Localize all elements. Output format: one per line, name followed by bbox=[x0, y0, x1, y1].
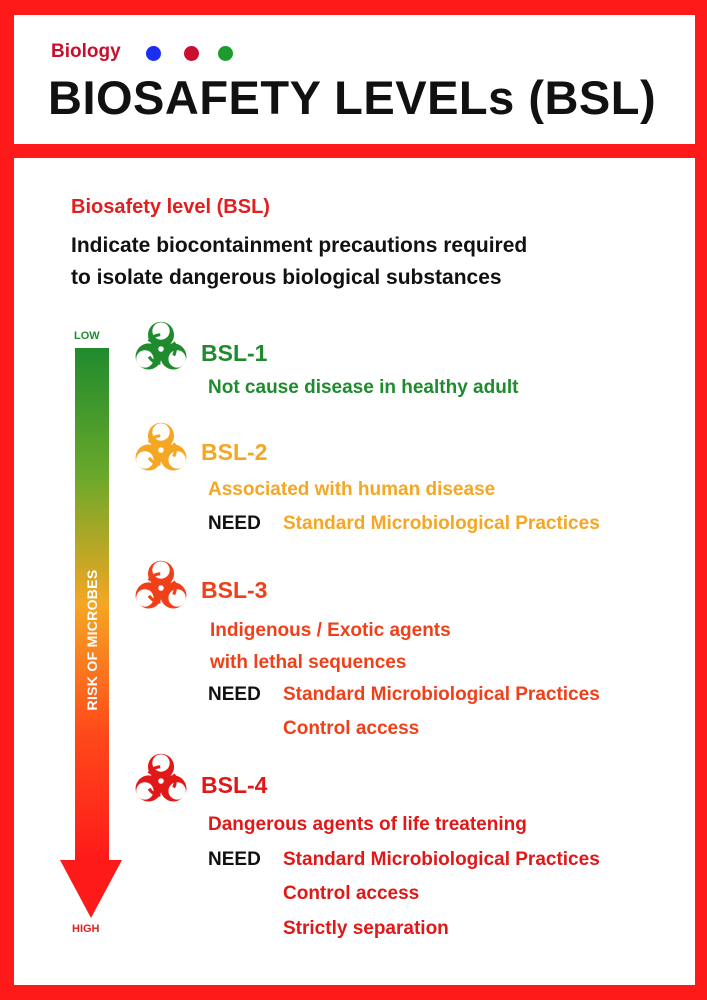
level-description: with lethal sequences bbox=[210, 652, 407, 673]
level-name-bsl-3: BSL-3 bbox=[201, 577, 268, 603]
need-item: Control access bbox=[283, 883, 420, 904]
risk-high-label: HIGH bbox=[72, 923, 100, 935]
biohazard-icon bbox=[128, 750, 194, 812]
intro-line-1: Indicate biocontainment precautions required bbox=[71, 234, 528, 257]
need-item: Standard Microbiological Practices bbox=[283, 849, 600, 870]
biohazard-icon bbox=[128, 419, 194, 481]
risk-low-label: LOW bbox=[74, 330, 100, 342]
risk-axis-label: RISK OF MICROBES bbox=[84, 569, 100, 711]
blue-dot bbox=[146, 46, 161, 61]
red-dot bbox=[184, 46, 199, 61]
level-description: Not cause disease in healthy adult bbox=[208, 377, 519, 398]
biohazard-icon bbox=[128, 557, 194, 619]
green-dot bbox=[218, 46, 233, 61]
level-description: Dangerous agents of life treatening bbox=[208, 814, 527, 835]
intro-description bbox=[71, 230, 671, 294]
intro-line-2: to isolate dangerous biological substances bbox=[71, 266, 502, 289]
level-name-bsl-4: BSL-4 bbox=[201, 772, 268, 798]
need-item: Standard Microbiological Practices bbox=[283, 513, 600, 534]
level-name-bsl-1: BSL-1 bbox=[201, 340, 268, 366]
need-label: NEED bbox=[208, 849, 261, 870]
need-label: NEED bbox=[208, 513, 261, 534]
need-item: Control access bbox=[283, 718, 420, 739]
subject-label: Biology bbox=[51, 41, 121, 62]
level-description: Associated with human disease bbox=[208, 479, 496, 500]
need-item: Strictly separation bbox=[283, 918, 449, 939]
need-label: NEED bbox=[208, 684, 261, 705]
page-title: BIOSAFETY LEVELs (BSL) bbox=[48, 71, 657, 124]
need-item: Standard Microbiological Practices bbox=[283, 684, 600, 705]
level-name-bsl-2: BSL-2 bbox=[201, 439, 268, 465]
level-description: Indigenous / Exotic agents bbox=[210, 620, 451, 641]
intro-title: Biosafety level (BSL) bbox=[71, 196, 270, 218]
biohazard-icon bbox=[128, 318, 194, 380]
